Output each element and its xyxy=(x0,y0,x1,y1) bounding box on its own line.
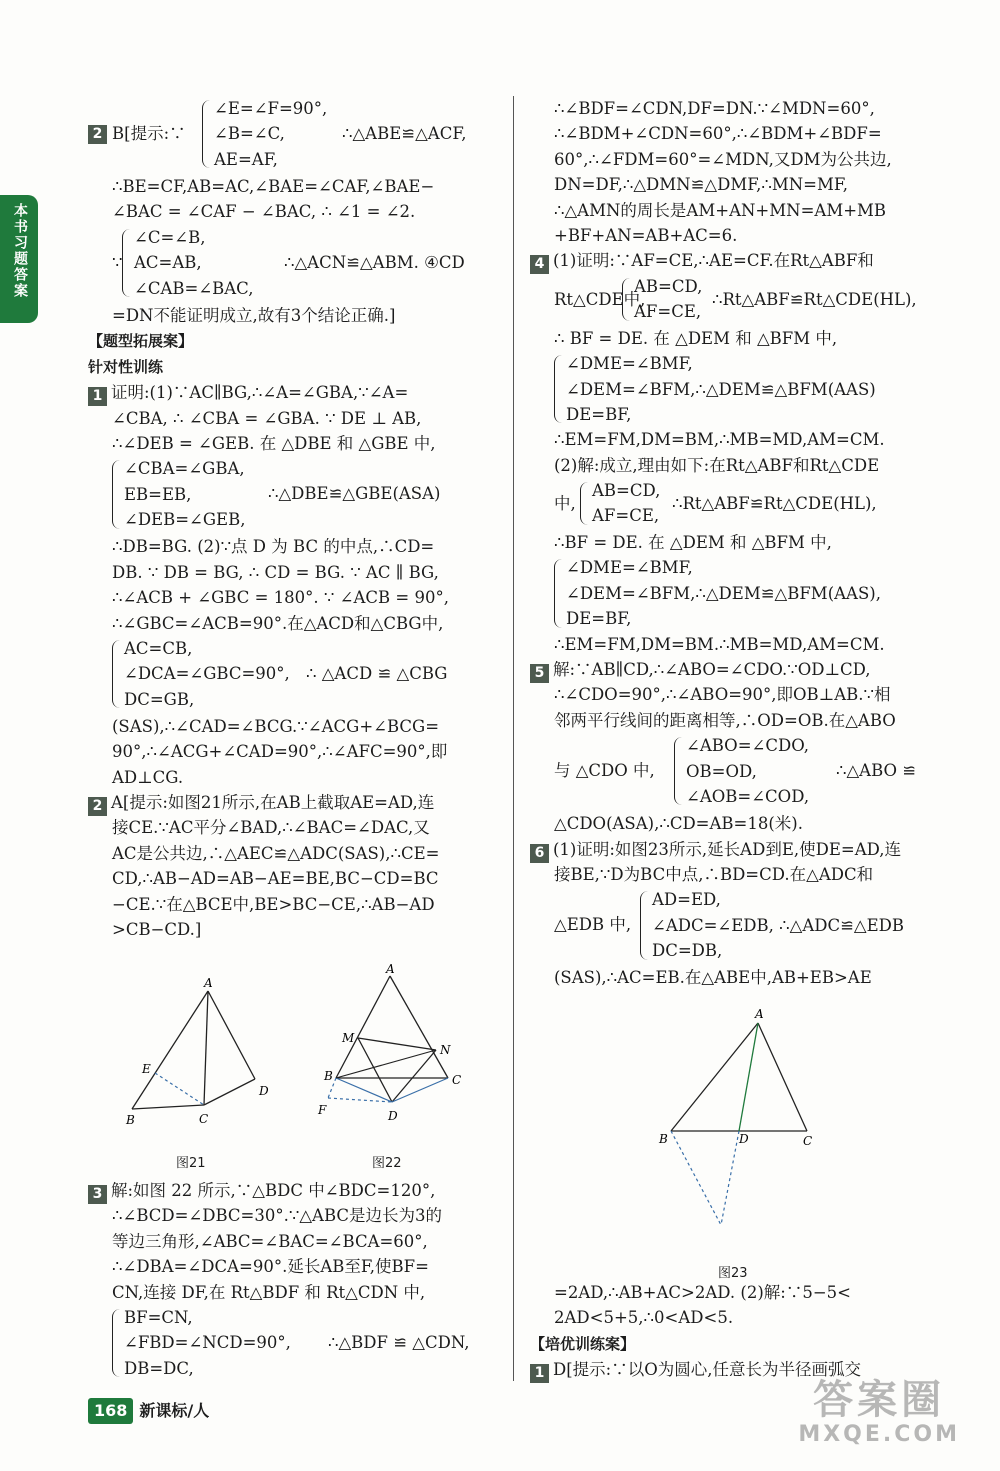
text-line: −CE.∵在△BCE中,BE>BC−CE,∴AB−AD xyxy=(112,894,435,914)
text-line: ∴EM=FM,DM=BM.∴MB=MD,AM=CM. xyxy=(554,634,885,654)
question-badge: 5 xyxy=(530,664,549,683)
figure-22 xyxy=(310,962,470,1132)
text-line: 90°,∴∠ACG+∠CAD=90°,∴∠AFC=90°,即 xyxy=(112,742,448,762)
svg-text:B: B xyxy=(126,1113,135,1127)
text-line: 接BE,∵D为BC中点,∴BD=CD.在△ADC和 xyxy=(554,864,874,884)
text-line: ∴BF = DE. 在 △DEM 和 △BFM 中, xyxy=(554,533,832,553)
text-line: ∴△AMN的周长是AM+AN+MN=AM+MB xyxy=(554,200,887,220)
svg-text:C: C xyxy=(452,1073,462,1087)
p4-sys2-row: DE=BF, xyxy=(566,404,632,424)
q2-equation-system-2 xyxy=(108,225,253,301)
p3-sys-row: DB=DC, xyxy=(124,1358,194,1378)
p6-prefix: △EDB 中, xyxy=(554,915,632,935)
text-line: (SAS),∴AC=EB.在△ABE中,AB+EB>AE xyxy=(554,968,872,988)
brace xyxy=(122,229,132,297)
p1-equation-system-2 xyxy=(98,636,290,712)
text-line: ∴DB=BG. (2)∵点 D 为 BC 的中点,∴CD= xyxy=(112,537,435,557)
edition-label: 新课标/人 xyxy=(139,1401,210,1420)
figure-22-caption: 图22 xyxy=(372,1156,402,1171)
text-line: ∴∠GBC=∠ACB=90°.在△ACD和△CBG中, xyxy=(112,613,444,633)
p3-sys-row: ∠FBD=∠NCD=90°, xyxy=(124,1333,291,1353)
right-column-bottom xyxy=(530,1280,940,1382)
p1-sys2-row: DC=GB, xyxy=(124,689,195,709)
q2-equation-system xyxy=(188,96,327,172)
p1-sys-tail: ∴△DBE≌△GBE(ASA) xyxy=(268,484,441,504)
text-line: 证明:(1)∵AC∥BG,∴∠A=∠GBA,∵∠A= xyxy=(111,383,409,403)
p4-sys3-tail: ∴Rt△ABF≌Rt△CDE(HL), xyxy=(672,494,877,514)
p5-sys-row: ∠AOB=∠COD, xyxy=(686,786,810,806)
p1-sys-row: EB=EB, xyxy=(124,484,192,504)
text-line: (1)证明:如图23所示,延长AD到E,使DE=AD,连 xyxy=(553,839,902,859)
p4-sys4-row: ∠DEM=∠BFM,∴△DEM≌△BFM(AAS), xyxy=(566,583,881,603)
brace xyxy=(674,737,684,805)
p1-sys-row: ∠DEB=∠GEB, xyxy=(124,510,246,530)
p6-sys-row: ∠ADC=∠EDB, ∴△ADC≌△EDB xyxy=(652,915,905,935)
text-line: DN=DF,∴△DMN≌△DMF,∴MN=MF, xyxy=(554,175,849,195)
p4-equation-system-4 xyxy=(540,555,940,631)
p4-equation-system-3 xyxy=(566,478,660,529)
svg-text:F: F xyxy=(318,1103,327,1117)
p4-sys3-row: AB=CD, xyxy=(592,481,661,501)
text-line: ∴∠DEB = ∠GEB. 在 △DBE 和 △GBE 中, xyxy=(112,433,436,453)
text-line: A[提示:如图21所示,在AB上截取AE=AD,连 xyxy=(111,793,435,813)
q2-prefix: B[提示:∵ xyxy=(112,124,186,143)
p4-block-3 xyxy=(530,478,940,530)
text-line: (1)证明:∵AF=CE,∴AE=CF.在Rt△ABF和 xyxy=(553,251,874,271)
svg-text:D: D xyxy=(388,1109,398,1123)
p4-sys3-row: AF=CE, xyxy=(592,506,660,526)
text-line: ∴∠BCD=∠DBC=30°.∵△ABC是边长为3的 xyxy=(112,1206,443,1226)
p1-sys2-tail: ∴ △ACD ≌ △CBG xyxy=(306,663,448,683)
p6-sys-row: AD=ED, xyxy=(652,890,721,910)
text-line: (2)解:成立,理由如下:在Rt△ABF和Rt△CDE xyxy=(554,455,880,475)
p1-block-2 xyxy=(88,636,498,714)
text-line: >CB−CD.] xyxy=(112,920,202,940)
text-line: CN,连接 DF,在 Rt△BDF 和 Rt△CDN 中, xyxy=(112,1282,426,1302)
svg-text:B: B xyxy=(324,1069,333,1083)
figure-21 xyxy=(120,975,280,1135)
text-line: AC是公共边,∴△AEC≌△ADC(SAS),∴CE= xyxy=(112,843,440,863)
side-tab-label: 本书习题答案 xyxy=(12,203,28,299)
figure-21-caption: 图21 xyxy=(176,1156,206,1171)
p1-sys2-row: ∠DCA=∠GBC=90°, xyxy=(124,664,290,684)
q2-sys2-row: ∠C=∠B, xyxy=(134,227,206,247)
text-line: ∠CBA, ∴ ∠CBA = ∠GBA. ∵ DE ⊥ AB, xyxy=(112,408,422,428)
text-line: 接CE.∵AC平分∠BAD,∴∠BAC=∠DAC,又 xyxy=(112,818,430,838)
brace xyxy=(640,891,650,959)
text-line: 2AD<5+5,∴0<AD<5. xyxy=(554,1308,734,1328)
text-line: ∴∠DBA=∠DCA=90°.延长AB至F,使BF= xyxy=(112,1257,429,1277)
figure-23-caption: 图23 xyxy=(718,1266,748,1281)
q2-sys-tail: ∴△ABE≌△ACF, xyxy=(342,124,467,143)
text-line: D[提示:∵以O为圆心,任意长为半径画弧交 xyxy=(553,1359,861,1379)
question-badge: 1 xyxy=(530,1364,549,1383)
section-heading: 【题型拓展案】 xyxy=(88,332,194,351)
text-line: 邻两平行线间的距离相等,∴OD=OB.在△ABO xyxy=(554,710,896,730)
svg-text:A: A xyxy=(755,1007,764,1021)
figure-23 xyxy=(655,1005,825,1235)
text-line: AD⊥CG. xyxy=(112,767,184,787)
text-line: DB. ∵ DB = BG, ∴ CD = BG. ∵ AC ∥ BG, xyxy=(112,562,439,582)
watermark-line-1: 答案圈 xyxy=(813,1377,946,1423)
p4-sys-tail: ∴Rt△ABF≌Rt△CDE(HL), xyxy=(712,289,917,309)
p4-prefix-2: 中, xyxy=(554,494,576,514)
brace xyxy=(554,559,564,627)
brace xyxy=(580,482,590,525)
q2-sys2-tail: ∴△ACN≌△ABM. ④CD xyxy=(284,252,465,272)
text-line: =2AD,∴AB+AC>2AD. (2)解:∵5−5< xyxy=(554,1283,851,1302)
p4-sys-row: AB=CD, xyxy=(634,276,703,296)
question-badge: 6 xyxy=(530,844,549,863)
p1-sys-row: ∠CBA=∠GBA, xyxy=(124,459,245,479)
question-badge: 2 xyxy=(88,797,107,816)
p4-sys2-row: ∠DME=∠BMF, xyxy=(566,354,693,374)
text-line: ∴∠BDM+∠CDN=60°,∴∠BDM+∠BDF= xyxy=(554,124,882,144)
svg-text:B: B xyxy=(659,1132,668,1146)
text-line: △CDO(ASA),∴CD=AB=18(米). xyxy=(554,814,803,834)
text-line: 解:如图 22 所示,∵△BDC 中∠BDC=120°, xyxy=(111,1181,436,1200)
svg-text:M: M xyxy=(342,1031,355,1045)
text-line: ∴EM=FM,DM=BM,∴MB=MD,AM=CM. xyxy=(554,430,885,450)
question-badge: 2 xyxy=(88,125,107,144)
q2-sys-row: ∠B=∠C, xyxy=(214,124,285,144)
q2-sys2-row: ∠CAB=∠BAC, xyxy=(134,278,254,298)
text-line: =DN不能证明成立,故有3个结论正确.] xyxy=(112,305,396,325)
text-line: 解:∵AB∥CD,∴∠ABO=∠CDO.∵OD⊥CD, xyxy=(553,660,871,680)
right-column xyxy=(530,96,940,991)
svg-text:C: C xyxy=(803,1134,813,1148)
p3-sys-tail: ∴△BDF ≌ △CDN, xyxy=(328,1332,470,1352)
question-badge: 3 xyxy=(88,1185,107,1204)
p4-sys4-row: ∠DME=∠BMF, xyxy=(566,558,693,578)
p5-block xyxy=(530,733,940,811)
p4-sys2-row: ∠DEM=∠BFM,∴△DEM≌△BFM(AAS) xyxy=(566,379,876,399)
svg-text:D: D xyxy=(739,1132,749,1146)
p4-block-1 xyxy=(530,274,940,326)
text-line: ∴∠CDO=90°,∴∠ABO=90°,即OB⊥AB.∵相 xyxy=(554,685,891,705)
svg-text:E: E xyxy=(142,1062,151,1076)
text-line: +BF+AN=AB+AC=6. xyxy=(554,225,738,245)
p3-equation-system xyxy=(98,1305,291,1381)
brace xyxy=(622,278,632,321)
p4-equation-system-2 xyxy=(540,351,940,427)
p4-sys4-row: DE=BF, xyxy=(566,609,632,629)
p1-equation-system xyxy=(98,456,245,532)
text-line: (SAS),∴∠CAD=∠BCG.∵∠ACG+∠BCG= xyxy=(112,716,440,736)
q2-block-2 xyxy=(88,225,498,303)
section-heading: 【培优训练案】 xyxy=(530,1334,636,1353)
column-divider xyxy=(513,96,514,1381)
brace xyxy=(112,640,122,708)
p3-block xyxy=(88,1305,498,1383)
p5-sys-tail: ∴△ABO ≌ xyxy=(836,761,917,781)
p3-sys-row: BF=CN, xyxy=(124,1307,193,1327)
brace xyxy=(112,1309,122,1377)
svg-text:A: A xyxy=(386,962,395,976)
svg-text:N: N xyxy=(440,1043,451,1057)
q2-block xyxy=(88,96,498,174)
page-footer xyxy=(88,1398,209,1424)
brace xyxy=(112,460,122,528)
text-line: ∠BAC = ∠CAF − ∠BAC, ∴ ∠1 = ∠2. xyxy=(112,202,416,222)
brace xyxy=(554,355,564,423)
p4-prefix: Rt△CDE中, xyxy=(554,289,646,309)
left-column xyxy=(88,96,498,942)
text-line: ∴∠BDF=∠CDN,DF=DN.∵∠MDN=60°, xyxy=(554,99,875,118)
subsection-heading: 针对性训练 xyxy=(88,358,164,377)
q2-sys2-row: AC=AB, xyxy=(134,253,202,273)
p4-equation-system xyxy=(608,274,702,325)
text-line: CD,∴AB−AD=AB−AE=BE,BC−CD=BC xyxy=(112,869,439,889)
page-number: 168 xyxy=(88,1398,133,1424)
q2-sys-row: ∠E=∠F=90°, xyxy=(214,99,328,118)
p6-block xyxy=(530,887,940,965)
watermark-line-2: MXQE.COM xyxy=(798,1422,960,1447)
p5-prefix: 与 △CDO 中, xyxy=(554,761,655,781)
because-symbol: ∵ xyxy=(112,252,123,272)
brace xyxy=(202,100,212,168)
question-badge: 4 xyxy=(530,255,549,274)
left-column-bottom xyxy=(88,1178,498,1383)
p5-equation-system xyxy=(660,733,809,809)
p5-sys-row: ∠ABO=∠CDO, xyxy=(686,736,810,756)
p1-sys2-row: AC=CB, xyxy=(124,638,193,658)
text-line: 等边三角形,∠ABC=∠BAC=∠BCA=60°, xyxy=(112,1231,428,1251)
p1-block-1 xyxy=(88,456,498,534)
svg-text:D: D xyxy=(259,1084,269,1098)
svg-text:A: A xyxy=(204,976,213,990)
side-tab xyxy=(0,195,38,323)
watermark xyxy=(798,1378,960,1447)
p4-sys-row: AF=CE, xyxy=(634,302,702,322)
svg-text:C: C xyxy=(199,1112,209,1126)
q2-sys-row: AE=AF, xyxy=(214,149,278,169)
p5-sys-row: OB=OD, xyxy=(686,761,757,781)
p6-equation-system xyxy=(626,887,904,963)
text-line: ∴ BF = DE. 在 △DEM 和 △BFM 中, xyxy=(554,328,838,348)
text-line: ∴BE=CF,AB=AC,∠BAE=∠CAF,∠BAE− xyxy=(112,177,435,196)
question-badge: 1 xyxy=(88,387,107,406)
text-line: 60°,∴∠FDM=60°=∠MDN,又DM为公共边, xyxy=(554,149,892,169)
text-line: ∴∠ACB + ∠GBC = 180°. ∵ ∠ACB = 90°, xyxy=(112,588,449,608)
p6-sys-row: DC=DB, xyxy=(652,941,723,961)
